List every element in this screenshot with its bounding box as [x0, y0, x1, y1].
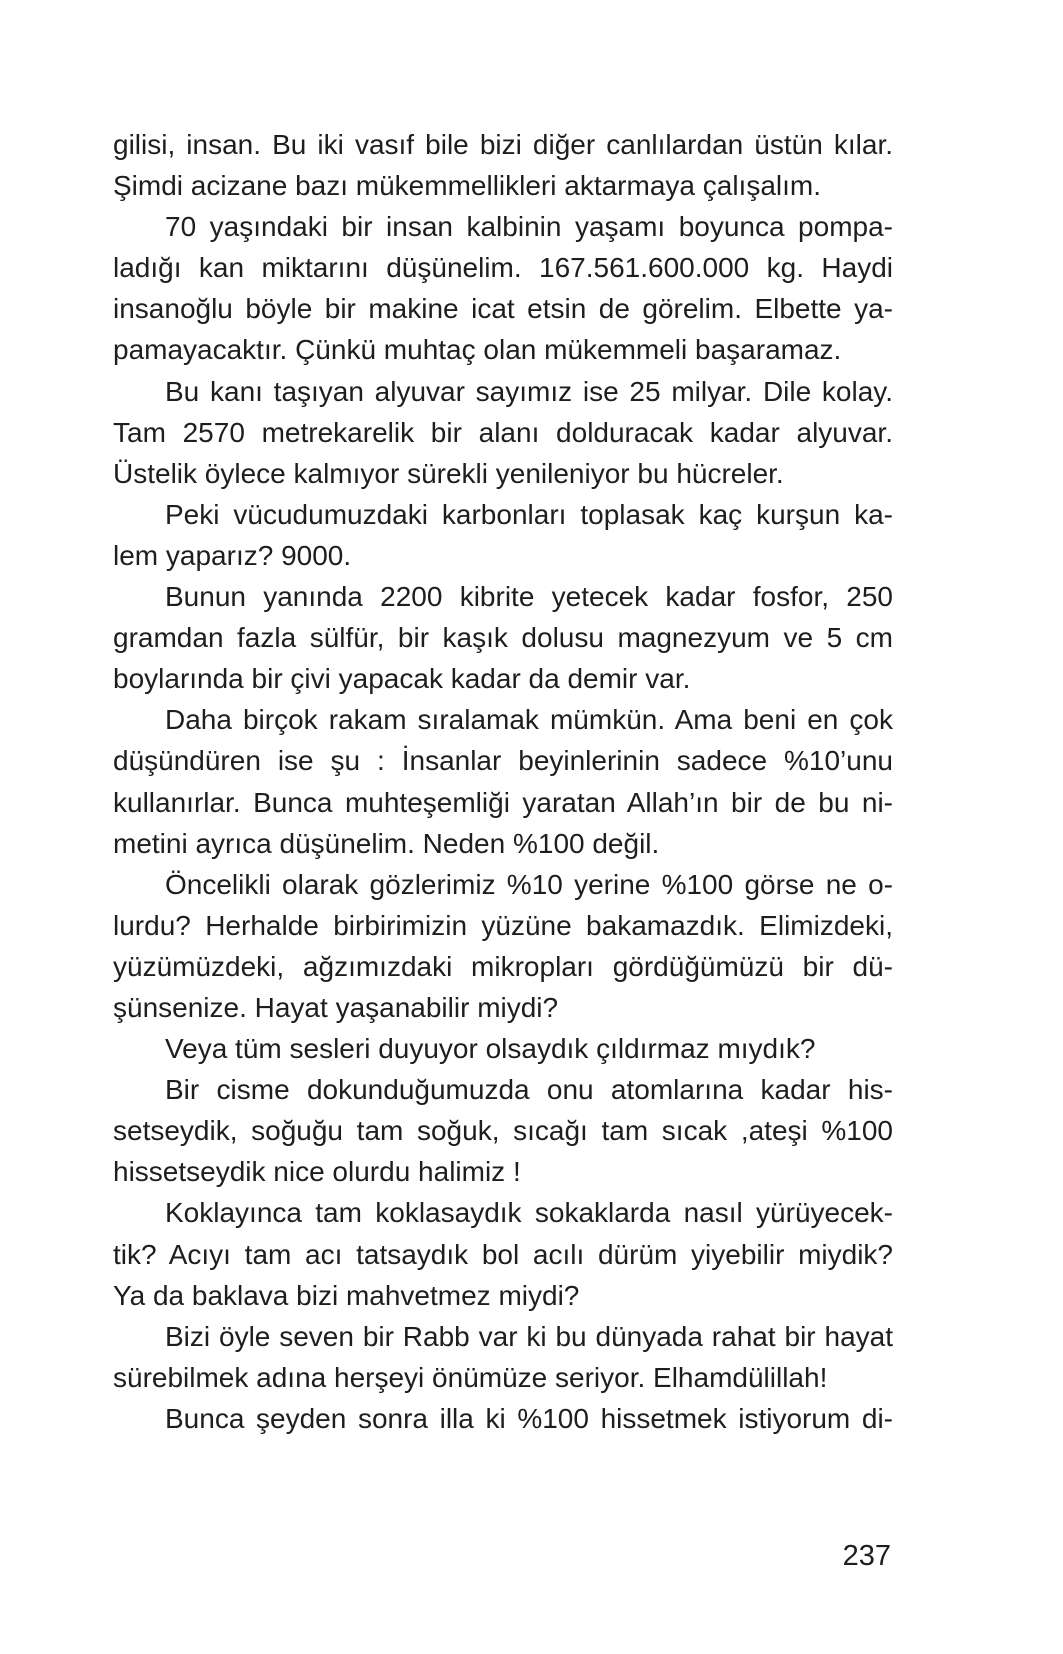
text-line: lurdu? Herhalde birbirimizin yüzüne bakamazdık. Elimizdeki,: [113, 909, 893, 941]
text-line: Bunun yanında 2200 kibrite yetecek kadar fosfor, 250: [165, 581, 893, 613]
text-line: Şimdi acizane bazı mükemmellikleri aktarmaya çalışalım.: [113, 170, 821, 202]
text-line: gramdan fazla sülfür, bir kaşık dolusu magnezyum ve 5 cm: [113, 622, 893, 654]
text-line: Tam 2570 metrekarelik bir alanı dolduracak kadar alyuvar.: [113, 416, 893, 448]
paragraph: [113, 124, 893, 206]
text-line: Peki vücudumuzdaki karbonları toplasak kaç kurşun ka-: [165, 498, 893, 530]
text-line: kullanırlar. Bunca muhteşemliği yaratan Allah’ın bir de bu ni-: [113, 786, 893, 818]
text-line: şünsenize. Hayat yaşanabilir miydi?: [113, 991, 559, 1023]
text-line: setseydik, soğuğu tam soğuk, sıcağı tam sıcak ,ateşi %100: [113, 1115, 893, 1147]
body-text: [113, 124, 893, 1439]
text-line: Bunca şeyden sonra illa ki %100 hissetmek istiyorum di-: [165, 1402, 893, 1434]
text-line: Daha birçok rakam sıralamak mümkün. Ama beni en çok: [165, 704, 893, 736]
text-line: lem yaparız? 9000.: [113, 539, 352, 571]
text-line: Bir cisme dokunduğumuzda onu atomlarına kadar his-: [165, 1074, 893, 1106]
text-line: metini ayrıca düşünelim. Neden %100 değil.: [113, 827, 660, 859]
text-line: düşündüren ise şu : İnsanlar beyinlerinin sadece %10’unu: [113, 745, 893, 777]
text-line: Koklayınca tam koklasaydık sokaklarda nasıl yürüyecek-: [165, 1197, 893, 1229]
text-line: boylarında bir çivi yapacak kadar da demir var.: [113, 663, 691, 695]
text-line: hissetseydik nice olurdu halimiz !: [113, 1156, 521, 1188]
text-line: tik? Acıyı tam acı tatsaydık bol acılı dürüm yiyebilir miydik?: [113, 1238, 893, 1270]
text-line: Öncelikli olarak gözlerimiz %10 yerine %100 görse ne o-: [165, 868, 893, 900]
text-line: yüzümüzdeki, ağzımızdaki mikropları gördüğümüzü bir dü-: [113, 950, 893, 982]
paragraph: [113, 1398, 893, 1439]
paragraph: [113, 576, 893, 699]
paragraph: [113, 1069, 893, 1192]
text-line: Veya tüm sesleri duyuyor olsaydık çıldırmaz mıydık?: [165, 1033, 816, 1065]
page-number: 237: [842, 1540, 891, 1572]
paragraph: [113, 371, 893, 494]
text-line: sürebilmek adına herşeyi önümüze seriyor. Elhamdülillah!: [113, 1361, 828, 1393]
paragraph: [113, 1028, 893, 1069]
paragraph: [113, 1192, 893, 1315]
paragraph: [113, 206, 893, 370]
paragraph: [113, 1316, 893, 1398]
text-line: insanoğlu böyle bir makine icat etsin de görelim. Elbette ya-: [113, 293, 893, 325]
paragraph: [113, 699, 893, 863]
text-line: pamayacaktır. Çünkü muhtaç olan mükemmeli başaramaz.: [113, 334, 842, 366]
text-line: Üstelik öylece kalmıyor sürekli yenileniyor bu hücreler.: [113, 457, 784, 489]
text-line: 70 yaşındaki bir insan kalbinin yaşamı boyunca pompa-: [165, 211, 893, 243]
text-line: gilisi, insan. Bu iki vasıf bile bizi diğer canlılardan üstün kılar.: [113, 129, 893, 160]
text-line: Bu kanı taşıyan alyuvar sayımız ise 25 milyar. Dile kolay.: [165, 375, 893, 407]
text-line: Bizi öyle seven bir Rabb var ki bu dünyada rahat bir hayat: [165, 1320, 893, 1352]
text-line: Ya da baklava bizi mahvetmez miydi?: [113, 1279, 580, 1311]
paragraph: [113, 864, 893, 1028]
paragraph: [113, 494, 893, 576]
text-line: ladığı kan miktarını düşünelim. 167.561.600.000 kg. Haydi: [113, 252, 893, 284]
